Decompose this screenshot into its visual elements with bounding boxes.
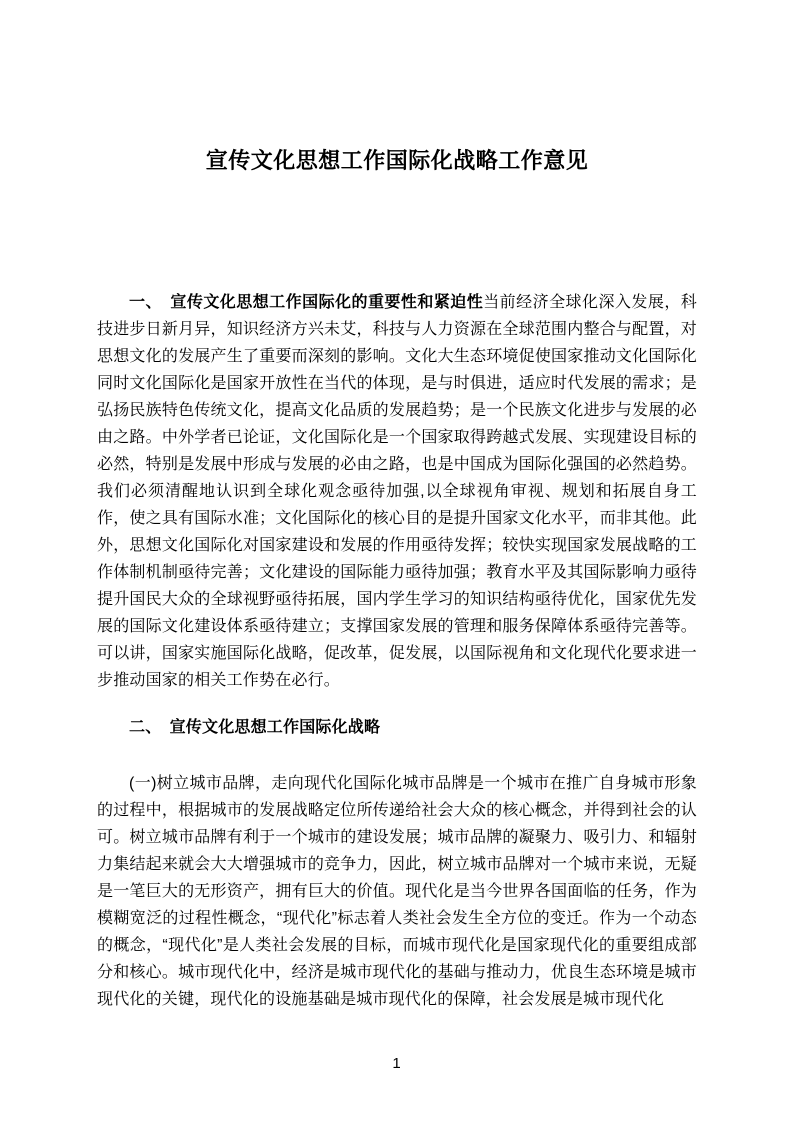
section-1-heading: 一、 宣传文化思想工作国际化的重要性和紧迫性 [129,294,484,311]
section-2-heading: 二、 宣传文化思想工作国际化战略 [129,719,381,736]
page-number: 1 [392,1055,401,1072]
document-content [97,0,697,1013]
document-title: 宣传文化思想工作国际化战略工作意见 [205,148,589,173]
section-1-body: 当前经济全球化深入发展，科技进步日新月异，知识经济方兴未艾，科技与人力资源在全球范围内整合与配置，对思想文化的发展产生了重要而深刻的影响。文化大生态环境促使国家推动文化国际化同时文化国际化是国家开放性在当代的体现，是与时俱进，适应时代发展的需求；是弘扬民族特色传统文化，提高文化品质的发展趋势；是一个民族文化进步与发展的必由之路。中外学者已论证，文化国际化是一个国家取得跨越式发展、实现建设目标的必然，特别是发展中形成与发展的必由之路，也是中国成为国际化强国的必然趋势。我们必须清醒地认识到全球化观念亟待加强,以全球视角审视、规划和拓展自身工作，使之具有国际水准；文化国际化的核心目的是提升国家文化水平，而非其他。此外，思想文化国际化对国家建设和发展的作用亟待发挥；较快实现国家发展战略的工作体制机制亟待完善；文化建设的国际能力亟待加强；教育水平及其国际影响力亟待提升国民大众的全球视野亟待拓展，国内学生学习的知识结构亟待优化，国家优先发展的国际文化建设体系亟待建立；支撑国家发展的管理和服务保障体系亟待完善等。可以讲，国家实施国际化战略，促改革，促发展，以国际视角和文化现代化要求进一步推动国家的相关工作势在必行。 [97,294,697,689]
section-1-paragraph [97,289,697,694]
subsection-1-paragraph: (一)树立城市品牌，走向现代化国际化城市品牌是一个城市在推广自身城市形象的过程中，根据城市的发展战略定位所传递给社会大众的核心概念，并得到社会的认可。树立城市品牌有利于一个城市的建设发展；城市品牌的凝聚力、吸引力、和辐射力集结起来就会大大增强城市的竞争力，因此，树立城市品牌对一个城市来说，无疑是一笔巨大的无形资产，拥有巨大的价值。现代化是当今世界各国面临的任务，作为模糊宽泛的过程性概念，“现代化”标志着人类社会发生全方位的变迁。作为一个动态的概念，“现代化”是人类社会发展的目标，而城市现代化是国家现代化的重要组成部分和核心。城市现代化中，经济是城市现代化的基础与推动力，优良生态环境是城市现代化的关键，现代化的设施基础是城市现代化的保障，社会发展是城市现代化 [97,775,697,1008]
